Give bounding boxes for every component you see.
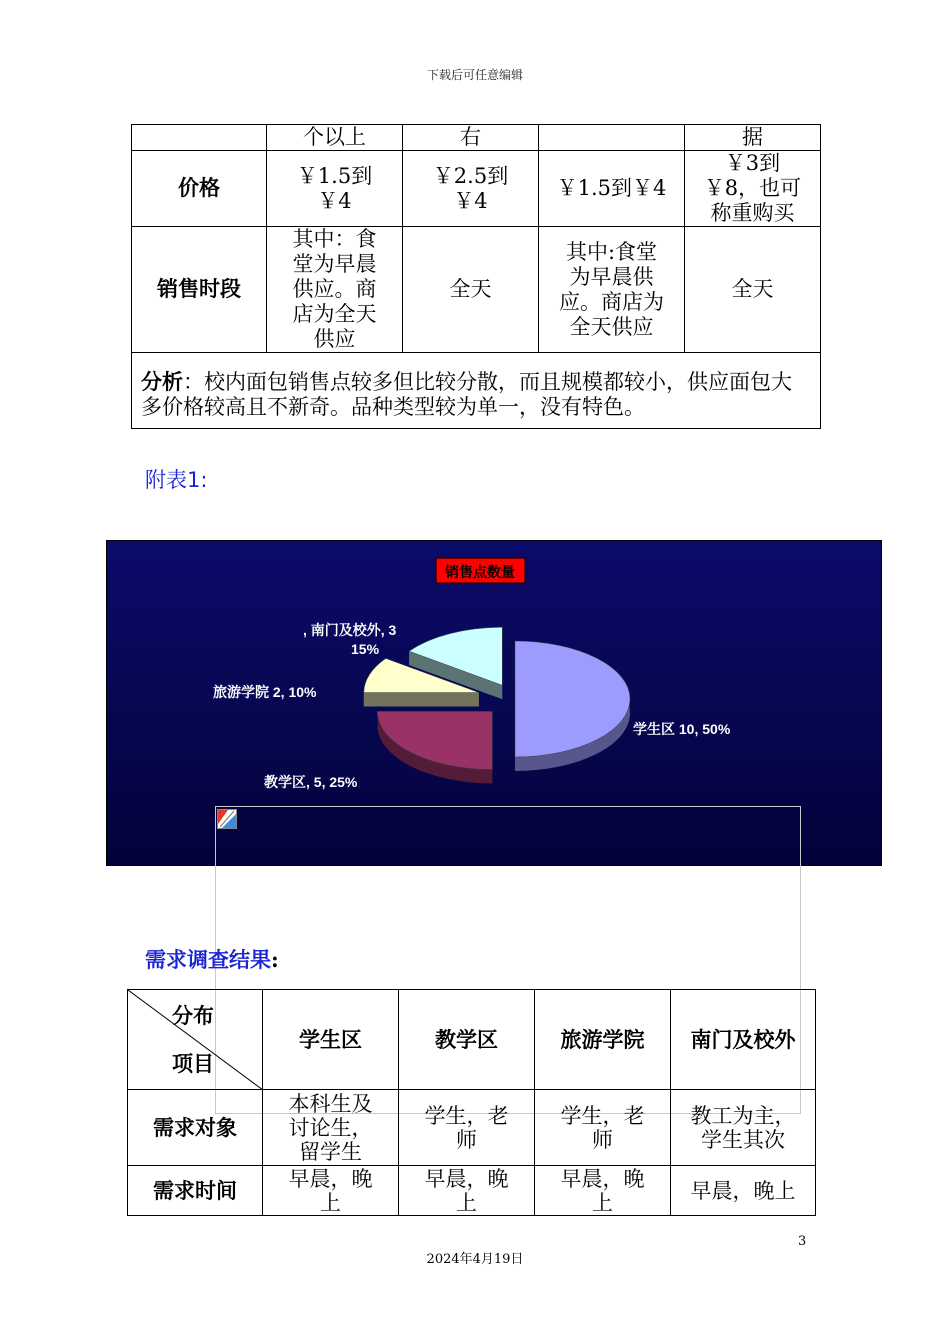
table-row (132, 227, 821, 353)
corner-header-cell (128, 990, 263, 1090)
row-header-time: 需求时间 (128, 1166, 263, 1216)
demand-survey-table (127, 989, 816, 1216)
column-header: 学生区 (263, 990, 399, 1090)
sales-points-table (131, 124, 821, 429)
table-cell: 右 (403, 125, 539, 151)
table-cell (132, 125, 267, 151)
page-header: 下载后可任意编辑 (426, 68, 523, 82)
corner-bottom-label: 项目 (172, 1052, 214, 1076)
table-cell: 其中：食 堂为早晨 供应。商 店为全天 供应 (267, 227, 403, 353)
column-header: 旅游学院 (535, 990, 671, 1090)
table-cell: 其中:食堂 为早晨供 应。商店为 全天供应 (539, 227, 685, 353)
table-cell: 据 (685, 125, 821, 151)
table-cell: ￥1.5到￥4 (539, 151, 685, 227)
table-cell: 本科生及 讨论生， 留学生 (263, 1090, 399, 1166)
survey-results-title (145, 944, 279, 974)
chart-title: 销售点数量 (445, 564, 515, 580)
slice-label-student: 学生区 10, 50% (633, 721, 731, 737)
row-header-target: 需求对象 (128, 1090, 263, 1166)
table-cell: 个以上 (267, 125, 403, 151)
table-row (132, 353, 821, 429)
slice-label-tourism: 旅游学院 2, 10% (213, 684, 317, 700)
table-cell: 全天 (403, 227, 539, 353)
row-header-price: 价格 (132, 151, 267, 227)
table-cell: ￥2.5到 ￥4 (403, 151, 539, 227)
table-cell: ￥3到 ￥8，也可 称重购买 (685, 151, 821, 227)
footer-date: 2024年4月19日 (426, 1252, 524, 1267)
analysis-text: ：校内面包销售点较多但比较分散，而且规模都较小，供应面包大多价格较高且不新奇。品种类型较为单一，没有特色。 (141, 369, 792, 419)
table-row (128, 990, 816, 1090)
column-header: 教学区 (399, 990, 535, 1090)
analysis-label: 分析 (141, 369, 183, 394)
page-number: 3 (798, 1234, 807, 1249)
table-row (132, 151, 821, 227)
row-header-period: 销售时段 (132, 227, 267, 353)
table-row (132, 125, 821, 151)
table-cell: ￥1.5到 ￥4 (267, 151, 403, 227)
table-cell: 学生，老 师 (399, 1090, 535, 1166)
appendix-label: 附表1: (145, 468, 208, 492)
pie-slices (364, 627, 630, 783)
table-cell: 早晨，晚 上 (535, 1166, 671, 1216)
slice-label-teaching: 教学区, 5, 25% (264, 774, 358, 790)
slice-label-south-gate-pct: 15% (351, 641, 380, 657)
table-row (128, 1166, 816, 1216)
survey-results-title-text: 需求调查结果 (145, 947, 271, 972)
broken-image-icon (217, 809, 237, 829)
corner-top-label: 分布 (172, 1004, 214, 1028)
slice-label-south-gate: , 南门及校外, 3 (303, 622, 397, 638)
table-cell: 全天 (685, 227, 821, 353)
table-row (128, 1090, 816, 1166)
table-cell: 教工为主， 学生其次 (671, 1090, 816, 1166)
column-header: 南门及校外 (671, 990, 816, 1090)
analysis-cell (132, 353, 821, 429)
table-cell: 早晨，晚 上 (399, 1166, 535, 1216)
table-cell: 学生，老 师 (535, 1090, 671, 1166)
pie-slice-教学区 (377, 711, 492, 769)
table-cell: 早晨，晚上 (671, 1166, 816, 1216)
table-cell: 早晨，晚 上 (263, 1166, 399, 1216)
table-cell (539, 125, 685, 151)
survey-results-colon: : (271, 947, 279, 972)
